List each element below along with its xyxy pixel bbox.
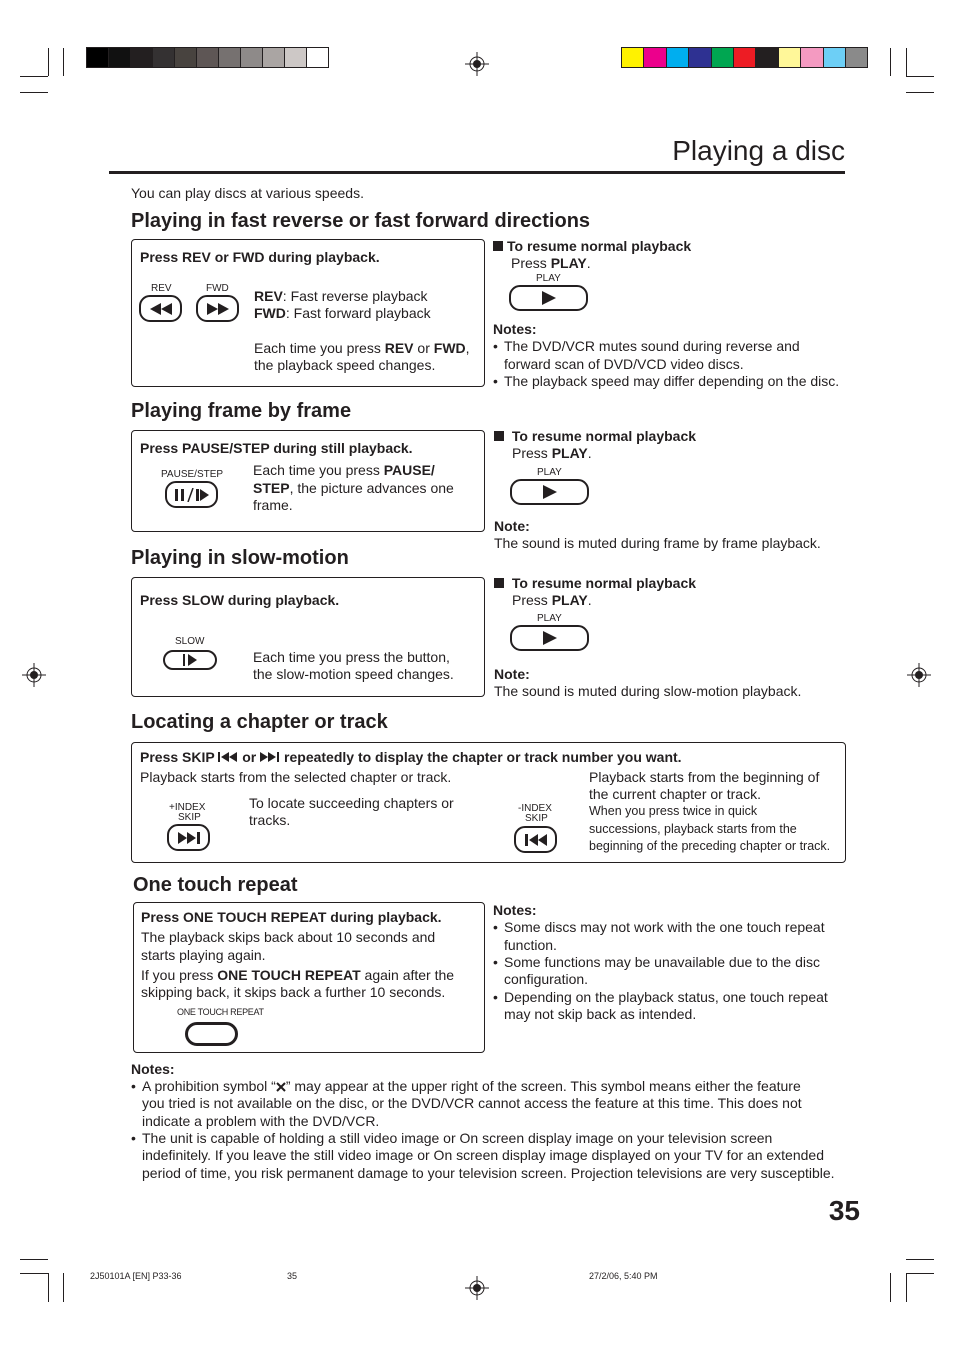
- calibration-swatch: [755, 47, 778, 68]
- note-text: The sound is muted during frame by frame playback.: [494, 535, 821, 551]
- note-text: Some discs may not work with the one touch repeat: [504, 919, 825, 935]
- instruction-text: Press ONE TOUCH REPEAT during playback.: [141, 909, 442, 925]
- slow-text: Each time you press the button,: [253, 649, 450, 665]
- fast-reverse-icon: [148, 303, 174, 315]
- chapter-text: beginning of the preceding chapter or track.: [589, 839, 831, 853]
- crop-mark: [906, 1273, 907, 1302]
- chapter-text: To locate succeeding chapters or: [249, 795, 454, 811]
- title-rule: [109, 171, 845, 174]
- repeat-text: skipping back, it skips back a further 10 seconds.: [141, 984, 446, 1000]
- registration-mark-icon: [465, 1276, 489, 1300]
- button-label: PLAY: [537, 467, 562, 478]
- note-text: you tried is not available on the disc, or the DVD/VCR cannot access the feature at this time. This does not: [142, 1095, 802, 1111]
- section-heading: Playing in fast reverse or fast forward directions: [131, 210, 591, 232]
- note-bullet: •: [131, 1078, 136, 1094]
- instruction-text: Press SLOW during playback.: [140, 592, 340, 608]
- prohibition-x-icon: [276, 1082, 286, 1092]
- play-button[interactable]: [509, 285, 588, 311]
- step-text: Each time you press PAUSE/: [253, 462, 435, 478]
- speed-change-text: Each time you press REV or FWD,: [254, 340, 470, 356]
- section-heading: Playing frame by frame: [131, 400, 352, 422]
- crop-mark: [890, 1273, 891, 1302]
- note-text: function.: [504, 937, 557, 953]
- skip-next-button[interactable]: [167, 824, 210, 851]
- calibration-swatch: [108, 47, 131, 68]
- skip-previous-icon: [218, 752, 238, 762]
- section-heading: Locating a chapter or track: [131, 711, 388, 733]
- calibration-swatch: [733, 47, 756, 68]
- calibration-swatch: [218, 47, 241, 68]
- note-bullet: •: [493, 989, 498, 1005]
- skip-previous-icon: [523, 834, 549, 846]
- bullet-square-icon: [494, 578, 504, 588]
- calibration-swatch: [711, 47, 734, 68]
- note-title: Note:: [494, 518, 530, 534]
- calibration-swatch: [778, 47, 801, 68]
- button-label: SLOW: [175, 636, 205, 647]
- crop-mark: [48, 1273, 49, 1302]
- note-text: The unit is capable of holding a still video image or On screen display image on your television screen: [142, 1130, 773, 1146]
- note-text: configuration.: [504, 971, 589, 987]
- resume-heading: To resume normal playback: [493, 238, 691, 255]
- calibration-swatch: [688, 47, 711, 68]
- calibration-swatch: [196, 47, 219, 68]
- notes-title: Notes:: [131, 1061, 175, 1077]
- slow-motion-icon: [180, 654, 200, 666]
- crop-mark: [20, 1259, 48, 1260]
- note-text: period of time, you risk permanent damage to your television screen. Projection televisions are very susceptible.: [142, 1165, 835, 1181]
- fast-forward-icon: [205, 303, 231, 315]
- skip-previous-button[interactable]: [514, 826, 557, 853]
- note-text: forward scan of DVD/VCD video discs.: [504, 356, 744, 372]
- crop-mark: [20, 76, 48, 77]
- registration-mark-icon: [907, 663, 931, 687]
- crop-mark: [906, 92, 934, 93]
- chapter-text: successions, playback starts from the: [589, 822, 797, 836]
- calibration-swatch: [240, 47, 263, 68]
- pause-step-button[interactable]: [165, 481, 218, 508]
- chapter-text: Playback starts from the selected chapter or track.: [140, 769, 452, 785]
- note-text: Depending on the playback status, one touch repeat: [504, 989, 828, 1005]
- crop-mark: [906, 1259, 934, 1260]
- play-icon: [542, 631, 558, 645]
- note-bullet: •: [493, 954, 498, 970]
- section-heading: One touch repeat: [133, 874, 298, 896]
- note-title: Note:: [494, 666, 530, 682]
- note-text: The playback speed may differ depending on the disc.: [504, 373, 840, 389]
- notes-title: Notes:: [493, 321, 537, 337]
- calibration-swatch: [643, 47, 666, 68]
- crop-mark: [63, 1273, 64, 1302]
- fwd-button[interactable]: [196, 295, 239, 322]
- crop-mark: [906, 1273, 934, 1274]
- crop-mark: [48, 48, 49, 76]
- crop-mark: [890, 48, 891, 76]
- crop-mark: [20, 92, 48, 93]
- resume-heading: To resume normal playback: [494, 428, 696, 445]
- section-heading: Playing in slow-motion: [131, 547, 349, 569]
- page-title: Playing a disc: [672, 135, 845, 166]
- calibration-swatch: [823, 47, 846, 68]
- button-label: SKIP: [178, 812, 201, 823]
- registration-mark-icon: [22, 663, 46, 687]
- note-bullet: •: [131, 1130, 136, 1146]
- registration-mark-icon: [465, 52, 489, 76]
- chapter-text: the current chapter or track.: [589, 786, 761, 802]
- button-label: PAUSE/STEP: [161, 469, 224, 480]
- intro-text: You can play discs at various speeds.: [131, 185, 364, 201]
- calibration-swatch: [800, 47, 823, 68]
- bullet-square-icon: [494, 431, 504, 441]
- play-button[interactable]: [510, 479, 589, 505]
- footer-file: 2J50101A [EN] P33-36: [90, 1271, 182, 1281]
- button-label: -INDEX: [518, 803, 552, 814]
- crop-mark: [906, 48, 907, 76]
- button-label: FWD: [206, 283, 229, 294]
- button-label: SKIP: [525, 813, 548, 824]
- resume-heading: To resume normal playback: [494, 575, 696, 592]
- instruction-text: Press SKIP or repeatedly to display the chapter or track number you want.: [140, 749, 682, 765]
- speed-change-text: the playback speed changes.: [254, 357, 436, 373]
- repeat-text: starts playing again.: [141, 947, 266, 963]
- repeat-text: If you press ONE TOUCH REPEAT again after the: [141, 967, 455, 983]
- note-text: indefinitely. If you leave the still video image or On screen display image displayed on your TV for an extended: [142, 1147, 824, 1163]
- rev-description: REV: Fast reverse playback: [254, 288, 428, 304]
- fwd-description: FWD: Fast forward playback: [254, 305, 431, 321]
- step-text: frame.: [253, 497, 293, 513]
- step-text: STEP, the picture advances one: [253, 480, 454, 496]
- resume-text: Press PLAY.: [512, 592, 592, 608]
- calibration-swatch: [284, 47, 307, 68]
- repeat-text: The playback skips back about 10 seconds and: [141, 929, 436, 945]
- calibration-swatch: [174, 47, 197, 68]
- note-text: may not skip back as intended.: [504, 1006, 697, 1022]
- page-number: 35: [828, 1195, 860, 1226]
- calibration-swatch: [130, 47, 153, 68]
- skip-next-icon: [176, 832, 202, 844]
- calibration-swatch: [152, 47, 175, 68]
- note-bullet: •: [493, 919, 498, 935]
- note-text: A prohibition symbol “ ” may appear at the upper right of the screen. This symbol means either the feature: [142, 1078, 801, 1094]
- button-label: PLAY: [537, 613, 562, 624]
- bullet-square-icon: [493, 241, 503, 251]
- note-text: The sound is muted during slow-motion playback.: [494, 683, 802, 699]
- calibration-swatch: [621, 47, 644, 68]
- slow-button[interactable]: [163, 650, 217, 670]
- footer-date: 27/2/06, 5:40 PM: [589, 1271, 658, 1281]
- note-text: The DVD/VCR mutes sound during reverse and: [504, 338, 800, 354]
- instruction-text: Press PAUSE/STEP during still playback.: [140, 440, 413, 456]
- calibration-swatch: [86, 47, 109, 68]
- play-icon: [542, 485, 558, 499]
- footer-page: 35: [287, 1271, 298, 1281]
- button-label: REV: [151, 283, 172, 294]
- rev-button[interactable]: [139, 295, 182, 322]
- button-label: +INDEX: [169, 802, 206, 813]
- play-button[interactable]: [510, 625, 589, 651]
- resume-text: Press PLAY.: [511, 255, 591, 271]
- crop-mark: [63, 48, 64, 76]
- note-text: indicate a problem with the DVD/VCR.: [142, 1113, 380, 1129]
- one-touch-repeat-button[interactable]: [185, 1022, 238, 1046]
- crop-mark: [906, 76, 934, 77]
- calibration-swatch: [262, 47, 285, 68]
- note-text: Some functions may be unavailable due to the disc: [504, 954, 820, 970]
- play-icon: [541, 291, 557, 305]
- button-label: PLAY: [536, 273, 561, 284]
- instruction-text: Press REV or FWD during playback.: [140, 249, 380, 265]
- calibration-swatch: [845, 47, 868, 68]
- button-label: ONE TOUCH REPEAT: [177, 1007, 264, 1017]
- calibration-swatch: [306, 47, 329, 68]
- chapter-text: tracks.: [249, 812, 291, 828]
- chapter-text: When you press twice in quick: [589, 804, 758, 818]
- resume-text: Press PLAY.: [512, 445, 592, 461]
- crop-mark: [20, 1273, 48, 1274]
- note-bullet: •: [493, 373, 498, 389]
- note-bullet: •: [493, 338, 498, 354]
- slow-text: the slow-motion speed changes.: [253, 666, 454, 682]
- calibration-swatch: [666, 47, 689, 68]
- chapter-text: Playback starts from the beginning of: [589, 769, 820, 785]
- skip-next-icon: [260, 752, 280, 762]
- pause-step-icon: [172, 488, 212, 502]
- notes-title: Notes:: [493, 902, 537, 918]
